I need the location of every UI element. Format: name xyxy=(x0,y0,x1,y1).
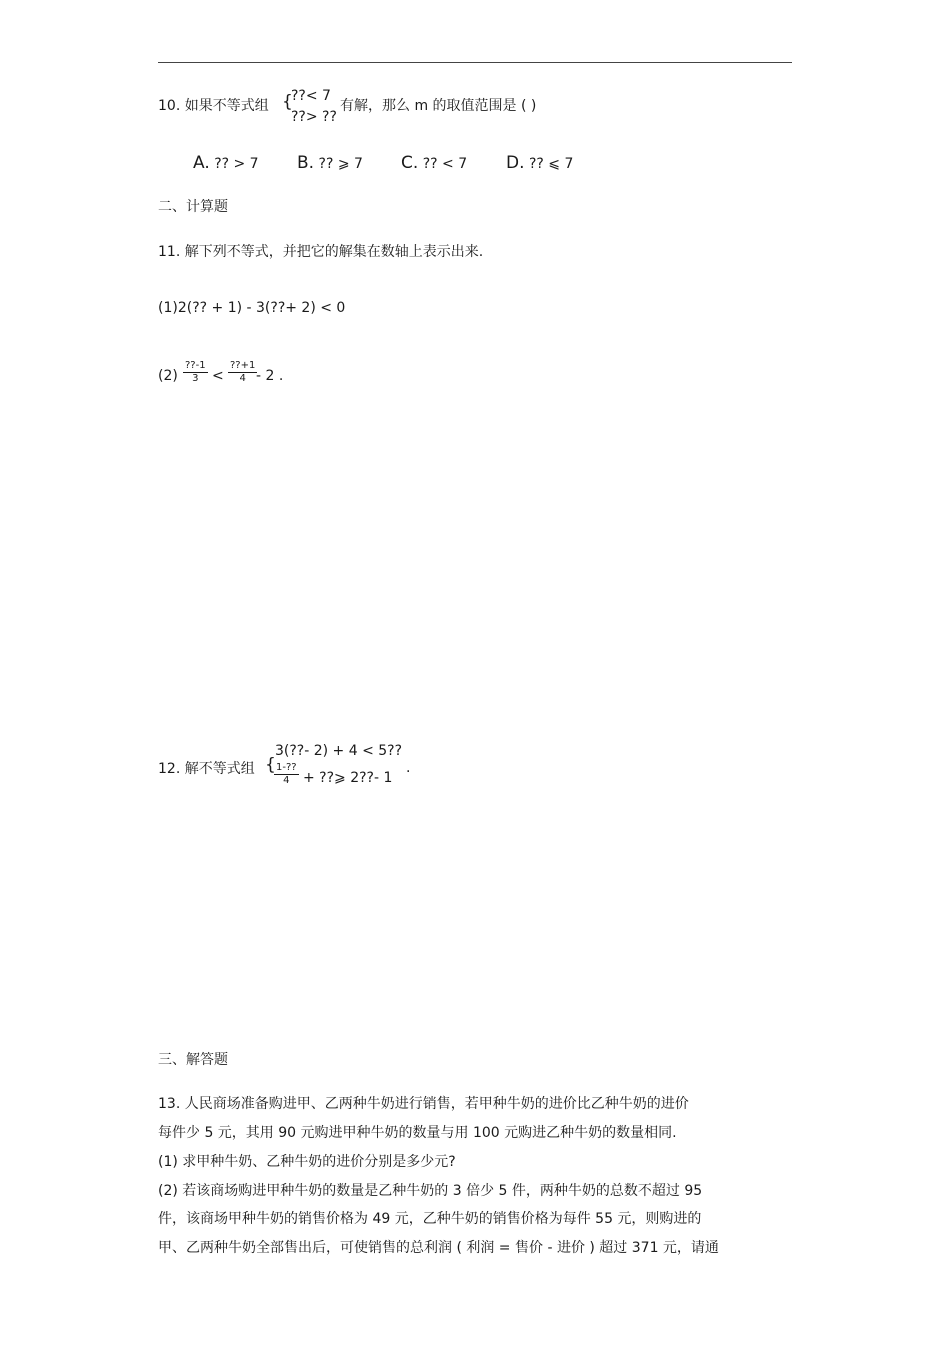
q11-part1: (1)2(?? + 1) - 3(??+ 2) < 0 xyxy=(158,300,346,316)
q10-option-d xyxy=(506,153,573,173)
q11-part2-operator: < xyxy=(212,368,224,384)
q10-system-line2: ??> ?? xyxy=(291,109,337,125)
q10-prefix: 10. 如果不等式组 xyxy=(158,98,269,114)
q13-line-6: 甲、乙两种牛奶全部售出后，可使销售的总利润 ( 利润 = 售价 - 进价 ) 超过 371 元，请通 xyxy=(158,1240,719,1256)
q10-option-a xyxy=(193,153,259,173)
q10-option-a-text: ?? > 7 xyxy=(214,156,259,172)
q12-prefix: 12. 解不等式组 xyxy=(158,761,255,777)
q10-option-a-letter: A. xyxy=(193,153,210,173)
q11-stem: 11. 解下列不等式，并把它的解集在数轴上表示出来. xyxy=(158,244,484,260)
q10-option-b-letter: B. xyxy=(297,153,315,173)
q13-line-3: (1) 求甲种牛奶、乙种牛奶的进价分别是多少元? xyxy=(158,1154,456,1170)
fraction-denominator: 4 xyxy=(283,775,290,786)
q11-part2-tail: - 2 . xyxy=(256,368,284,384)
q12-fraction xyxy=(274,762,299,787)
q10-option-b xyxy=(297,153,363,173)
q12-end: . xyxy=(406,760,411,776)
q10-option-b-text: ?? ⩾ 7 xyxy=(318,156,363,172)
fraction-numerator: 1-?? xyxy=(276,762,297,773)
fraction-denominator: 3 xyxy=(192,373,199,384)
fraction-numerator: ??+1 xyxy=(230,360,256,371)
top-rule xyxy=(158,62,792,63)
q12-system-line2-tail: + ??⩾ 2??- 1 xyxy=(303,770,393,786)
q12-brace: { xyxy=(265,755,276,775)
q10-system-line1: ??< 7 xyxy=(291,88,331,104)
q13-line-4: (2) 若该商场购进甲种牛奶的数量是乙种牛奶的 3 倍少 5 件，两种牛奶的总数不超过 95 xyxy=(158,1183,703,1199)
q10-option-c xyxy=(401,153,467,173)
section-2-heading: 二、计算题 xyxy=(158,199,228,215)
q10-option-d-text: ?? ⩽ 7 xyxy=(528,156,574,172)
q10-brace: { xyxy=(282,92,293,112)
q12-system-line1: 3(??- 2) + 4 < 5?? xyxy=(275,743,403,759)
fraction-numerator: ??-1 xyxy=(185,360,206,371)
section-3-heading: 三、解答题 xyxy=(158,1052,228,1068)
q10-option-d-letter: D. xyxy=(506,153,525,173)
q10-option-c-letter: C. xyxy=(401,153,419,173)
q13-line-1: 13. 人民商场准备购进甲、乙两种牛奶进行销售，若甲种牛奶的进价比乙种牛奶的进价 xyxy=(158,1096,689,1112)
fraction-denominator: 4 xyxy=(239,373,246,384)
q13-line-2: 每件少 5 元，其用 90 元购进甲种牛奶的数量与用 100 元购进乙种牛奶的数量相同. xyxy=(158,1125,677,1141)
q11-part2-fraction-1 xyxy=(183,360,208,385)
q11-part2-label: (2) xyxy=(158,368,178,384)
q10-suffix: 有解，那么 m 的取值范围是 ( ) xyxy=(340,98,537,114)
q11-part2-fraction-2 xyxy=(228,360,257,385)
q10-option-c-text: ?? < 7 xyxy=(422,156,468,172)
q13-line-5: 件，该商场甲种牛奶的销售价格为 49 元，乙种牛奶的销售价格为每件 55 元，则购进的 xyxy=(158,1211,702,1227)
